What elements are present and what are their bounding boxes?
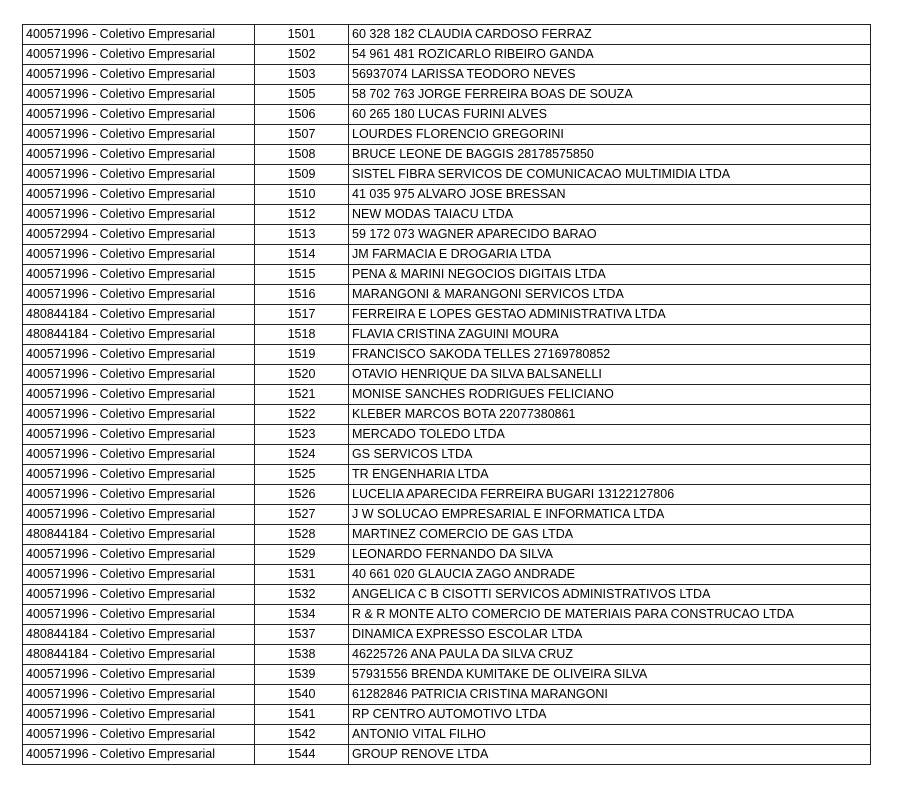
table-row [23, 305, 871, 325]
name-cell: SISTEL FIBRA SERVICOS DE COMUNICACAO MULTIMIDIA LTDA [349, 165, 871, 185]
table-row [23, 405, 871, 425]
contract-cell: 400571996 - Coletivo Empresarial [23, 585, 255, 605]
number-cell: 1532 [255, 585, 349, 605]
table-row [23, 465, 871, 485]
table-row [23, 365, 871, 385]
number-cell: 1503 [255, 65, 349, 85]
contract-cell: 480844184 - Coletivo Empresarial [23, 325, 255, 345]
table-row [23, 425, 871, 445]
contract-cell: 400571996 - Coletivo Empresarial [23, 25, 255, 45]
name-cell: ANTONIO VITAL FILHO [349, 725, 871, 745]
number-cell: 1523 [255, 425, 349, 445]
table-row [23, 505, 871, 525]
name-cell: 57931556 BRENDA KUMITAKE DE OLIVEIRA SILVA [349, 665, 871, 685]
number-cell: 1524 [255, 445, 349, 465]
number-cell: 1531 [255, 565, 349, 585]
name-cell: MERCADO TOLEDO LTDA [349, 425, 871, 445]
number-cell: 1506 [255, 105, 349, 125]
table-row [23, 645, 871, 665]
contract-cell: 480844184 - Coletivo Empresarial [23, 525, 255, 545]
table-row [23, 585, 871, 605]
number-cell: 1522 [255, 405, 349, 425]
contract-cell: 480844184 - Coletivo Empresarial [23, 625, 255, 645]
name-cell: 56937074 LARISSA TEODORO NEVES [349, 65, 871, 85]
contract-cell: 400571996 - Coletivo Empresarial [23, 465, 255, 485]
name-cell: 40 661 020 GLAUCIA ZAGO ANDRADE [349, 565, 871, 585]
number-cell: 1518 [255, 325, 349, 345]
contract-cell: 400571996 - Coletivo Empresarial [23, 685, 255, 705]
table-row [23, 685, 871, 705]
number-cell: 1525 [255, 465, 349, 485]
contract-cell: 400571996 - Coletivo Empresarial [23, 265, 255, 285]
name-cell: LUCELIA APARECIDA FERREIRA BUGARI 13122127806 [349, 485, 871, 505]
table-row [23, 245, 871, 265]
contract-cell: 400571996 - Coletivo Empresarial [23, 545, 255, 565]
contract-cell: 400571996 - Coletivo Empresarial [23, 565, 255, 585]
number-cell: 1510 [255, 185, 349, 205]
name-cell: 58 702 763 JORGE FERREIRA BOAS DE SOUZA [349, 85, 871, 105]
name-cell: 46225726 ANA PAULA DA SILVA CRUZ [349, 645, 871, 665]
name-cell: MARTINEZ COMERCIO DE GAS LTDA [349, 525, 871, 545]
number-cell: 1513 [255, 225, 349, 245]
number-cell: 1539 [255, 665, 349, 685]
contract-cell: 400571996 - Coletivo Empresarial [23, 345, 255, 365]
number-cell: 1507 [255, 125, 349, 145]
name-cell: 59 172 073 WAGNER APARECIDO BARAO [349, 225, 871, 245]
table-row [23, 445, 871, 465]
number-cell: 1529 [255, 545, 349, 565]
contract-cell: 400571996 - Coletivo Empresarial [23, 65, 255, 85]
table-row [23, 25, 871, 45]
table-body [23, 25, 871, 765]
name-cell: J W SOLUCAO EMPRESARIAL E INFORMATICA LTDA [349, 505, 871, 525]
number-cell: 1517 [255, 305, 349, 325]
number-cell: 1528 [255, 525, 349, 545]
table-row [23, 485, 871, 505]
table-row [23, 525, 871, 545]
number-cell: 1508 [255, 145, 349, 165]
name-cell: NEW MODAS TAIACU LTDA [349, 205, 871, 225]
number-cell: 1514 [255, 245, 349, 265]
number-cell: 1521 [255, 385, 349, 405]
contract-cell: 400571996 - Coletivo Empresarial [23, 105, 255, 125]
table-row [23, 145, 871, 165]
contract-cell: 400571996 - Coletivo Empresarial [23, 725, 255, 745]
number-cell: 1544 [255, 745, 349, 765]
table-row [23, 345, 871, 365]
name-cell: MARANGONI & MARANGONI SERVICOS LTDA [349, 285, 871, 305]
name-cell: FLAVIA CRISTINA ZAGUINI MOURA [349, 325, 871, 345]
contract-cell: 400571996 - Coletivo Empresarial [23, 665, 255, 685]
name-cell: 60 328 182 CLAUDIA CARDOSO FERRAZ [349, 25, 871, 45]
table-row [23, 185, 871, 205]
contract-cell: 400571996 - Coletivo Empresarial [23, 605, 255, 625]
contract-cell: 400571996 - Coletivo Empresarial [23, 505, 255, 525]
number-cell: 1516 [255, 285, 349, 305]
table-row [23, 265, 871, 285]
name-cell: KLEBER MARCOS BOTA 22077380861 [349, 405, 871, 425]
contract-cell: 400572994 - Coletivo Empresarial [23, 225, 255, 245]
number-cell: 1542 [255, 725, 349, 745]
contract-cell: 480844184 - Coletivo Empresarial [23, 305, 255, 325]
contract-cell: 400571996 - Coletivo Empresarial [23, 125, 255, 145]
table-row [23, 565, 871, 585]
contract-cell: 400571996 - Coletivo Empresarial [23, 45, 255, 65]
number-cell: 1526 [255, 485, 349, 505]
contract-cell: 400571996 - Coletivo Empresarial [23, 205, 255, 225]
number-cell: 1527 [255, 505, 349, 525]
table-row [23, 45, 871, 65]
table-row [23, 545, 871, 565]
contract-table [22, 24, 871, 765]
contract-cell: 400571996 - Coletivo Empresarial [23, 145, 255, 165]
name-cell: ANGELICA C B CISOTTI SERVICOS ADMINISTRATIVOS LTDA [349, 585, 871, 605]
table-row [23, 285, 871, 305]
contract-cell: 400571996 - Coletivo Empresarial [23, 245, 255, 265]
table-row [23, 625, 871, 645]
name-cell: 54 961 481 ROZICARLO RIBEIRO GANDA [349, 45, 871, 65]
number-cell: 1520 [255, 365, 349, 385]
table-row [23, 205, 871, 225]
number-cell: 1537 [255, 625, 349, 645]
name-cell: MONISE SANCHES RODRIGUES FELICIANO [349, 385, 871, 405]
number-cell: 1534 [255, 605, 349, 625]
name-cell: FRANCISCO SAKODA TELLES 27169780852 [349, 345, 871, 365]
contract-cell: 400571996 - Coletivo Empresarial [23, 445, 255, 465]
name-cell: TR ENGENHARIA LTDA [349, 465, 871, 485]
name-cell: LOURDES FLORENCIO GREGORINI [349, 125, 871, 145]
contract-cell: 400571996 - Coletivo Empresarial [23, 165, 255, 185]
contract-cell: 400571996 - Coletivo Empresarial [23, 185, 255, 205]
number-cell: 1515 [255, 265, 349, 285]
number-cell: 1540 [255, 685, 349, 705]
name-cell: 41 035 975 ALVARO JOSE BRESSAN [349, 185, 871, 205]
name-cell: FERREIRA E LOPES GESTAO ADMINISTRATIVA LTDA [349, 305, 871, 325]
number-cell: 1538 [255, 645, 349, 665]
number-cell: 1509 [255, 165, 349, 185]
table-row [23, 105, 871, 125]
number-cell: 1512 [255, 205, 349, 225]
number-cell: 1541 [255, 705, 349, 725]
contract-cell: 400571996 - Coletivo Empresarial [23, 425, 255, 445]
table-row [23, 705, 871, 725]
name-cell: JM FARMACIA E DROGARIA LTDA [349, 245, 871, 265]
table-row [23, 165, 871, 185]
contract-cell: 400571996 - Coletivo Empresarial [23, 405, 255, 425]
contract-cell: 400571996 - Coletivo Empresarial [23, 385, 255, 405]
table-row [23, 725, 871, 745]
contract-cell: 400571996 - Coletivo Empresarial [23, 745, 255, 765]
number-cell: 1502 [255, 45, 349, 65]
table-row [23, 85, 871, 105]
table-row [23, 385, 871, 405]
contract-cell: 400571996 - Coletivo Empresarial [23, 85, 255, 105]
name-cell: GROUP RENOVE LTDA [349, 745, 871, 765]
contract-cell: 480844184 - Coletivo Empresarial [23, 645, 255, 665]
contract-cell: 400571996 - Coletivo Empresarial [23, 365, 255, 385]
name-cell: GS SERVICOS LTDA [349, 445, 871, 465]
name-cell: OTAVIO HENRIQUE DA SILVA BALSANELLI [349, 365, 871, 385]
table-row [23, 325, 871, 345]
number-cell: 1519 [255, 345, 349, 365]
contract-cell: 400571996 - Coletivo Empresarial [23, 285, 255, 305]
name-cell: 61282846 PATRICIA CRISTINA MARANGONI [349, 685, 871, 705]
table-row [23, 225, 871, 245]
table-row [23, 125, 871, 145]
name-cell: BRUCE LEONE DE BAGGIS 28178575850 [349, 145, 871, 165]
name-cell: PENA & MARINI NEGOCIOS DIGITAIS LTDA [349, 265, 871, 285]
name-cell: LEONARDO FERNANDO DA SILVA [349, 545, 871, 565]
number-cell: 1505 [255, 85, 349, 105]
name-cell: R & R MONTE ALTO COMERCIO DE MATERIAIS PARA CONSTRUCAO LTDA [349, 605, 871, 625]
table-row [23, 65, 871, 85]
table-row [23, 605, 871, 625]
table-row [23, 745, 871, 765]
table-row [23, 665, 871, 685]
contract-cell: 400571996 - Coletivo Empresarial [23, 705, 255, 725]
number-cell: 1501 [255, 25, 349, 45]
contract-cell: 400571996 - Coletivo Empresarial [23, 485, 255, 505]
name-cell: 60 265 180 LUCAS FURINI ALVES [349, 105, 871, 125]
name-cell: RP CENTRO AUTOMOTIVO LTDA [349, 705, 871, 725]
name-cell: DINAMICA EXPRESSO ESCOLAR LTDA [349, 625, 871, 645]
